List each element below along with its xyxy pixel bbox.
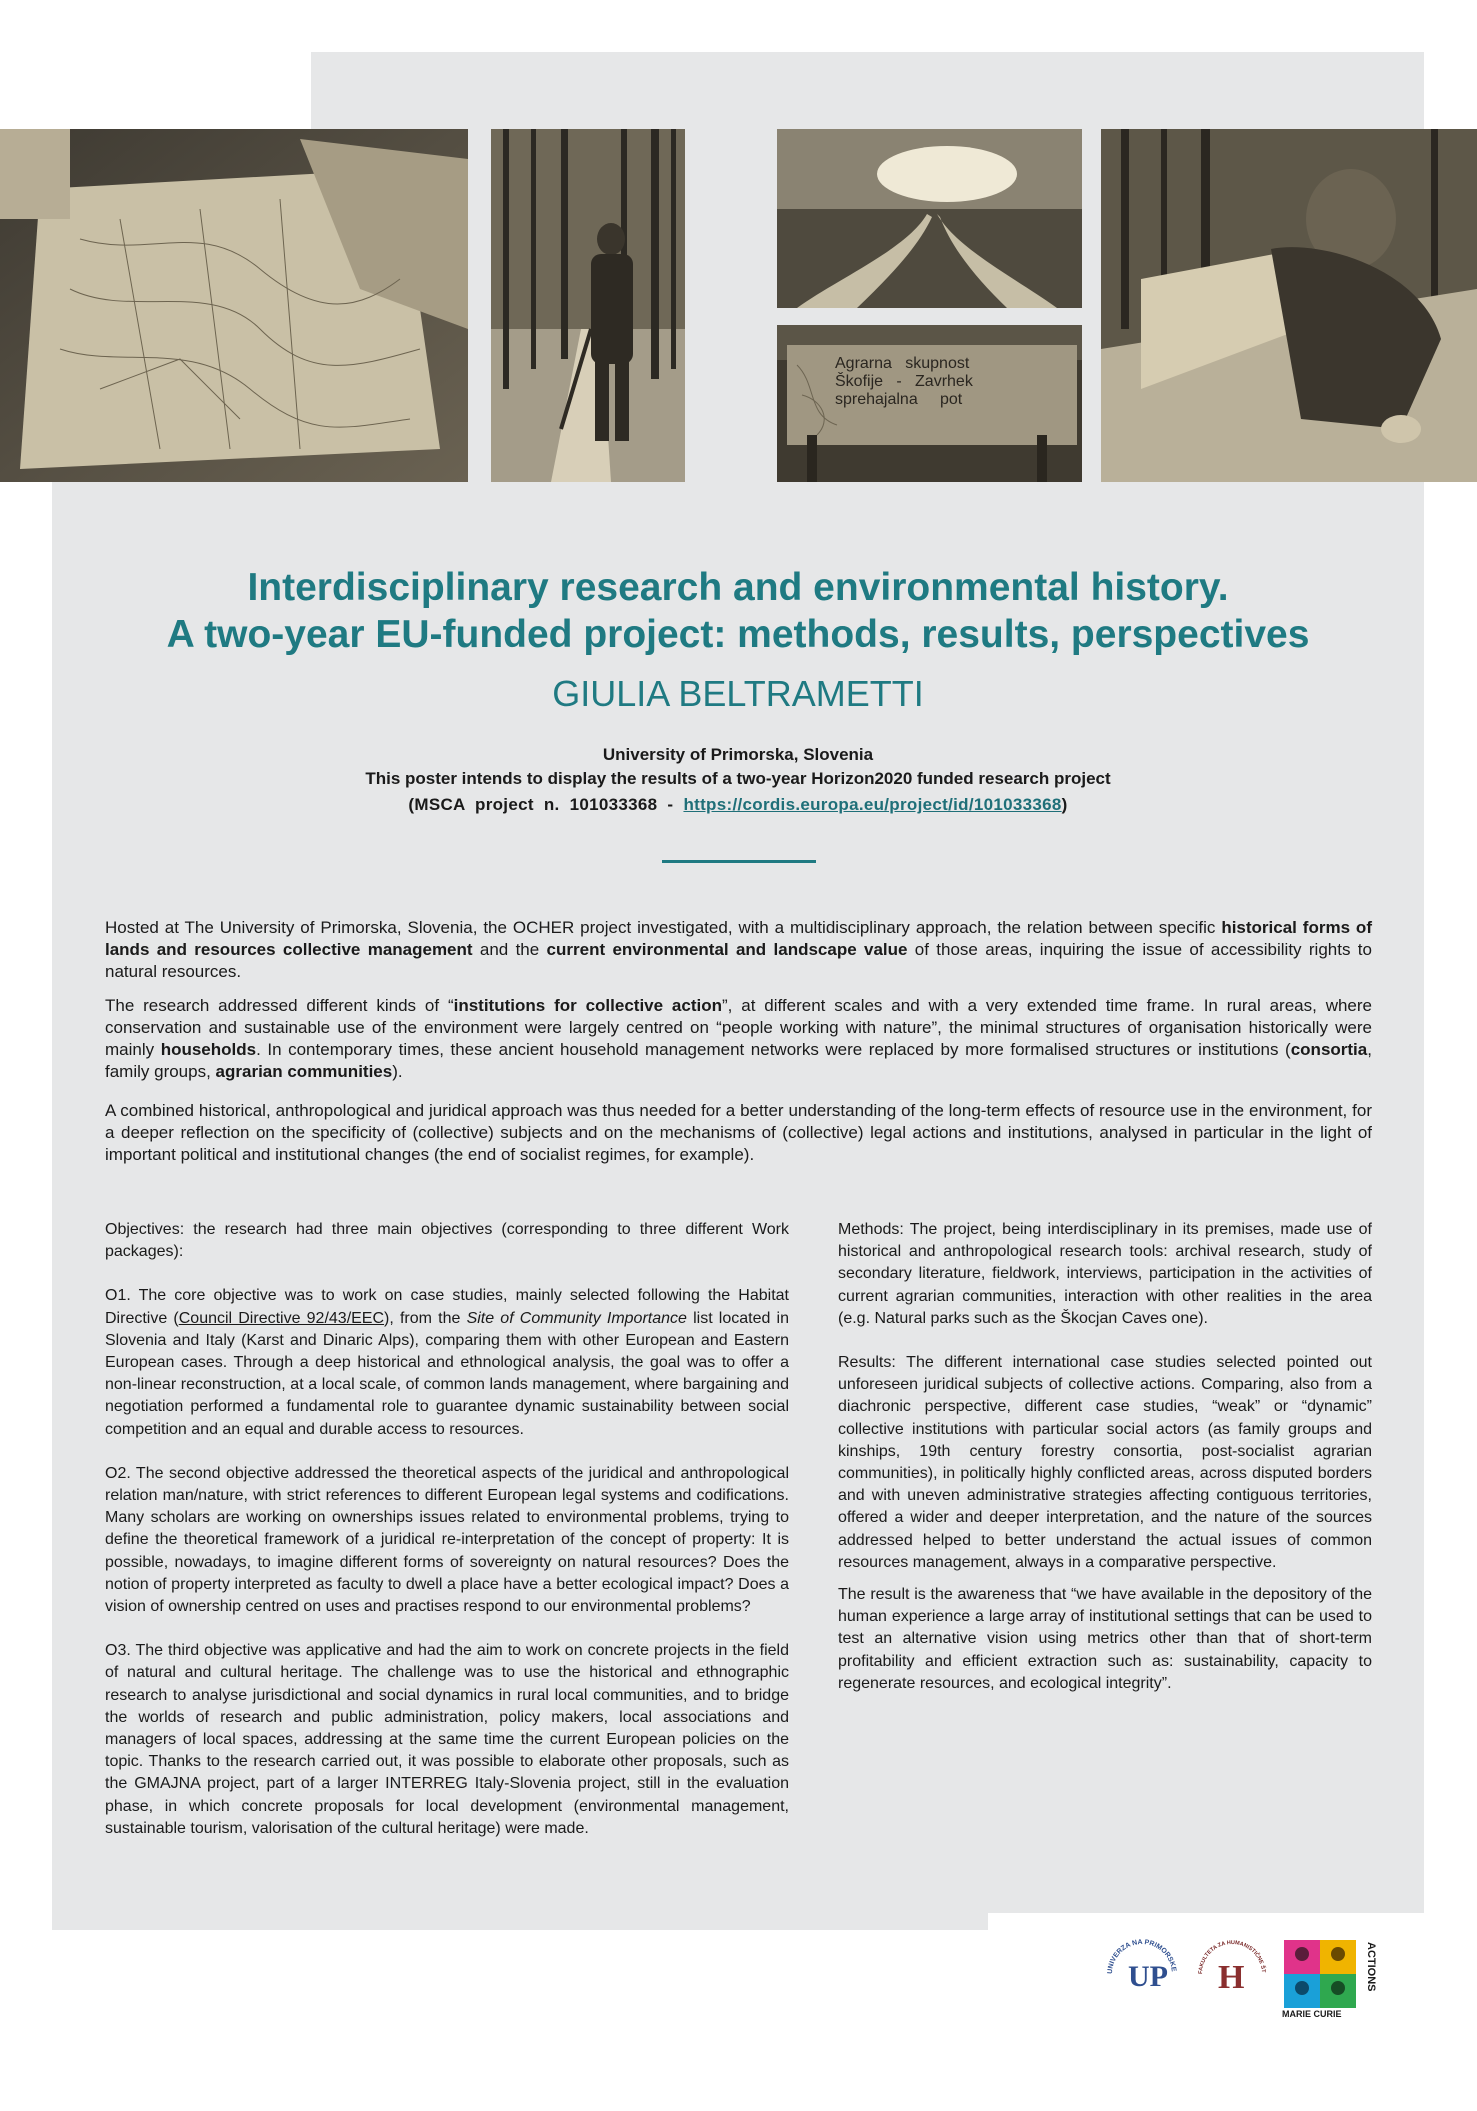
intro-emphasis: agrarian communities <box>215 1062 393 1081</box>
sign-line: Agrarna skupnost <box>835 355 970 372</box>
intro-paragraph-3: A combined historical, anthropological and juridical approach was thus needed for a better understanding of the long-term effects of resource use in the environment, for a deeper reflection on the specificity of (collective) subjects and on the mechanisms of (collective) legal actions and institutions, analysed in particular in the light of important political and institutional changes (the end of socialist regimes, for example). <box>105 1101 1372 1164</box>
poster-title-line-1: Interdisciplinary research and environmental history. <box>247 566 1229 609</box>
project-number: (MSCA project n. 101033368 - <box>408 795 684 814</box>
project-reference <box>52 794 1424 816</box>
photo-researcher-path <box>491 129 685 482</box>
habitat-directive-link[interactable]: Council Directive 92/43/EEC <box>178 1309 385 1327</box>
objective-o2: O2. The second objective addressed the theoretical aspects of the juridical and anthropological relation man/nature, with strict references to different European legal systems and codifications. Many scholars are working on ownerships issues related to environmental problems, trying to define the theoretical framework of a juridical re-interpretation of the concept of property: It is possible, nowadays, to imagine different forms of sovereignty on natural resources? Does the notion of property interpreted as faculty to dwell a place have a better ecological impact? Does a vision of ownership centred on uses and practises respond to our environmental problems? <box>105 1464 789 1616</box>
o1-text: list located in Slovenia and Italy (Karst and Dinaric Alps), comparing them with other European and Eastern European cases. Through a deep historical and ethnological analysis, the goal was to offer a non-linear reconstruction, at a local scale, of common lands management, where bargaining and negotiation performed a fundamental role to guarantee dynamic sustainability between social competition and an equal and durable access to resources. <box>105 1309 790 1438</box>
objective-o3: O3. The third objective was applicative and had the aim to work on concrete projects in the field of natural and cultural heritage. The challenge was to use the historical and ethnographic research to analyse jurisdictional and social dynamics in rural local communities, and to bridge the worlds of research and public administration, policy makers, local associations and managers of local spaces, addressing at the same time the current European policies on the topic. Thanks to the research carried out, it was possible to elaborate other proposals, such as the GMAJNA project, part of a larger INTERREG Italy-Slovenia project, still in the evaluation phase, in which concrete proposals for local development (environmental management, sustainable tourism, valorisation of the cultural heritage) were made. <box>105 1642 789 1837</box>
svg-text:FAKULTETA ZA HUMANISTIČNE ŠTUD: FAKULTETA ZA HUMANISTIČNE ŠT <box>1197 1939 1267 1975</box>
o1-text: O1. The core objective was to work on case studies, mainly selected following the Habitat Directive ( <box>105 1287 789 1327</box>
photo-historical-map <box>0 129 468 482</box>
objectives-paragraph: Objectives: the research had three main objectives (corresponding to three different Work packages): <box>105 1221 789 1261</box>
left-column <box>105 1219 789 1862</box>
intro-paragraph-2 <box>105 995 1372 1083</box>
university-of-primorska-logo <box>1098 1930 1186 2018</box>
intro-emphasis: institutions for collective action <box>453 996 722 1015</box>
results-paragraph: Results: The different international case studies selected pointed out unforeseen juridical subjects of collective actions. Comparing, also from a diachronic perspective, different case studies, “weak” or “dynamic” collective institutions with particular social actors (as family groups and kinships, 19th century forestry consortia, post-socialist agrarian communities), in politically highly conflicted areas, across disputed borders and with uneven administrative strategies affecting contiguous territories, offered a wider and deeper interpretation, and the nature of the sources addressed helped to better understand the actual issues of common resources management, always in a comparative perspective. <box>838 1354 1372 1571</box>
photo-fieldwork <box>1101 129 1477 482</box>
intro-text: The research addressed different kinds of “ <box>105 996 454 1015</box>
project-reference-close: ) <box>1061 795 1068 814</box>
photo-forked-road <box>777 129 1082 308</box>
o1-italic: Site of Community Importance <box>466 1309 687 1327</box>
author-name: GIULIA BELTRAMETTI <box>552 673 924 714</box>
intro-emphasis: historical forms of lands and resources collective management <box>105 918 1372 959</box>
poster-title-line-2: A two-year EU-funded project: methods, results, perspectives <box>166 613 1310 656</box>
intro-emphasis: current environmental and landscape value <box>546 940 908 959</box>
sign-text <box>835 355 973 409</box>
marie-curie-caption: MARIE CURIE <box>1282 2009 1342 2019</box>
svg-text:UNIVERZA NA PRIMORSKEM: UNIVERZA NA PRIMORSKE <box>1106 1938 1177 1975</box>
intro-text: of those areas, inquiring the issue of accessibility rights to natural resources. <box>105 940 1372 981</box>
svg-text:ACTIONS: ACTIONS <box>1365 1942 1377 1992</box>
intro-text: Hosted at The University of Primorska, Slovenia, the OCHER project investigated, with a multidisciplinary approach, the relation between specific <box>105 918 1222 937</box>
marie-curie-actions-logo <box>1284 1940 1377 2008</box>
o1-text: ), from the <box>384 1309 467 1327</box>
photo-agrarian-sign <box>777 325 1082 482</box>
sign-line: Škofije - Zavrhek <box>835 373 973 390</box>
svg-text:UP: UP <box>1128 1960 1168 1993</box>
intro-text: and the <box>472 940 547 959</box>
sign-line: sprehajalna pot <box>835 391 963 408</box>
affiliation: University of Primorska, Slovenia <box>602 745 874 764</box>
intro-paragraph-1 <box>105 917 1372 983</box>
cordis-link[interactable]: https://cordis.europa.eu/project/id/101033368 <box>683 795 1062 814</box>
intro-text: ”, at different scales and with a very extended time frame. In rural areas, where conservation and sustainable use of the environment were largely centred on “people working with nature”, the minimal structures of organisation historically were mainly <box>105 996 1373 1059</box>
svg-text:H: H <box>1218 1959 1245 1996</box>
intro-text: . In contemporary times, these ancient household management networks were replaced by more formalised structures or institutions ( <box>256 1040 1291 1059</box>
intro-text: ). <box>392 1062 403 1081</box>
title-divider <box>662 860 816 863</box>
intro-text: , family groups, <box>105 1040 1372 1081</box>
intro-emphasis: households <box>160 1040 257 1059</box>
right-column <box>838 1219 1372 1717</box>
methods-paragraph: Methods: The project, being interdisciplinary in its premises, made use of historical and anthropological research tools: archival research, study of secondary literature, fieldwork, interviews, participation in the activities of current agrarian communities, interaction with other realities in the area (e.g. Natural parks such as the Škocjan Caves one). <box>838 1221 1372 1327</box>
objective-o1 <box>105 1285 789 1440</box>
poster-intent: This poster intends to display the results of a two-year Horizon2020 funded research project <box>365 769 1111 788</box>
faculty-humanities-logo <box>1188 1930 1276 2018</box>
background-panel-top <box>311 52 1424 132</box>
conclusion-paragraph: The result is the awareness that “we have available in the depository of the human experience a large array of institutional settings that can be used to test an alternative vision using metrics other than that of short-term profitability and efficient extraction such as: sustainability, capacity to regenerate resources, and ecological integrity”. <box>838 1586 1372 1692</box>
intro-emphasis: consortia <box>1290 1040 1368 1059</box>
